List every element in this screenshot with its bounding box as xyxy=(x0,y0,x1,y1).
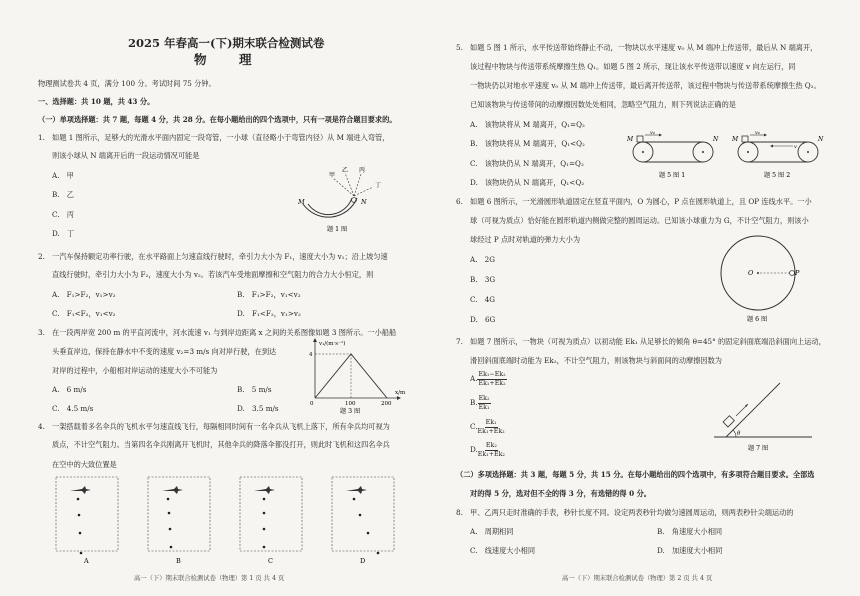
q3-x-tick-100: 100 xyxy=(345,401,356,407)
paratrooper-dot xyxy=(77,498,80,501)
part-1-heading: （一）单项选择题：共 7 题，每题 4 分，共 28 分。在每小题给出的四个选项中，只有一项是符合题目要求的。 xyxy=(38,115,397,124)
airplane-icon xyxy=(70,486,91,494)
q5-option-a: A. 该物块将从 M 端离开，Q₁=Q₂ xyxy=(470,120,585,129)
q1-stem-line1: 1. 如题 1 图所示，足够大的光滑水平面内固定一段弯管，一小球（直径略小于弯管内径）从 M 端进入弯管， xyxy=(38,133,390,142)
q3-figure-caption: 题 3 图 xyxy=(340,408,361,415)
q7-a-denominator: Ek₁+Ek₂ xyxy=(478,379,506,387)
exam-title: 2025 年春高一(下)期末联合检测试卷 xyxy=(128,36,325,50)
q7-label-theta: θ xyxy=(737,431,741,437)
airplane-icon xyxy=(162,486,183,494)
q6-option-a: A. 2G xyxy=(470,255,495,264)
paratrooper-dot xyxy=(170,546,173,549)
q3-option-c: C. 4.5 m/s xyxy=(52,404,94,413)
q6-stem-line1: 6. 如题 6 图所示，一光滑圆形轨道固定在竖直平面内，O 为圆心，P 点在圆形轨道上，且 OP 连线水平。一小 xyxy=(456,197,812,206)
q1-label-m: M xyxy=(298,198,305,206)
paratrooper-dot xyxy=(263,498,266,501)
q1-label-jia: 甲 xyxy=(329,172,336,179)
q8-stem: 8. 甲、乙两只走时准确的手表，秒针长度不同。设定两表秒针均做匀速圆周运动，则两表秒针尖端运动的 xyxy=(456,508,794,517)
q1-option-b: B. 乙 xyxy=(52,190,74,199)
q3-stem-line1: 3. 在一段两岸宽 200 m 的平直河流中，河水流速 v₁ 与到岸边距离 x 之间的关系图像如题 3 图所示。一小船船 xyxy=(38,328,397,337)
q2-option-d: D. F₁<F₂，v₁>v₂ xyxy=(237,309,301,318)
q6-label-o: O xyxy=(748,269,754,277)
airplane-icon xyxy=(346,486,367,494)
q2-option-a: A. F₁>F₂，v₁>v₂ xyxy=(52,290,116,299)
q4-option-box xyxy=(240,477,302,551)
q6-stem-line3: 球经过 P 点时对轨道的弹力大小为 xyxy=(470,235,581,244)
q7-option-a xyxy=(470,371,507,387)
q5-stem-line1: 5. 如题 5 图 1 所示，水平传送带始终静止不动，一物块以水平速度 v₀ 从 M 端冲上传送带，最后从 N 端离开， xyxy=(456,43,818,52)
q6-label-p: P xyxy=(795,269,800,277)
q7-b-denominator: Ek₁ xyxy=(478,403,490,411)
q1-stem-line2: 则该小球从 N 端离开后的一段运动情况可能是 xyxy=(52,151,200,160)
q7-figure-caption: 题 7 图 xyxy=(748,445,769,452)
q7-option-a-label: A. xyxy=(470,374,478,383)
q7-option-b xyxy=(470,395,491,411)
q8-option-d: D. 加速度大小相同 xyxy=(657,546,723,555)
q6-stem-line2: 球（可视为质点）恰好能在圆形轨道内侧做完整的圆周运动。已知该小球重力为 G，不计空气阻力，则该小 xyxy=(470,216,809,225)
q5-fig1-label-n: N xyxy=(713,136,719,143)
q3-stem-line2: 头垂直岸边，保持在静水中不变的速度 v₂=3 m/s 向对岸行驶，在到达 xyxy=(52,347,277,356)
q6-option-d: D. 6G xyxy=(470,315,496,324)
q5-fig1-caption: 题 5 图 1 xyxy=(659,172,686,179)
q7-c-numerator: Ek₁ xyxy=(485,419,497,426)
q7-option-b-fraction xyxy=(478,395,491,411)
paratrooper-dot xyxy=(359,514,362,517)
q4-options-figure xyxy=(52,477,412,567)
page-1-footer: 高一（下）期末联合检测试卷（物理）第 1 页 共 4 页 xyxy=(134,575,285,582)
airplane-icon xyxy=(254,486,275,494)
part-2-heading-line1: （二）多项选择题：共 3 题，每题 5 分，共 15 分。在每小题给出的四个选项中，有多项符合题目要求。全部选 xyxy=(456,470,815,479)
q3-x-axis-label: x/m xyxy=(395,390,406,396)
q5-option-b: B. 该物块将从 M 端离开，Q₁<Q₂ xyxy=(470,139,585,148)
q7-b-numerator: Ek₂ xyxy=(478,395,490,402)
paratrooper-dot xyxy=(263,512,266,515)
q5-fig1-label-m: M xyxy=(627,136,634,143)
q6-figure-caption: 题 6 图 xyxy=(747,316,768,323)
q1-label-n: N xyxy=(361,198,367,206)
q5-figures xyxy=(623,128,843,183)
q1-figure-caption: 题 1 图 xyxy=(327,226,348,233)
q3-option-a: A. 6 m/s xyxy=(52,385,87,394)
q5-fig2-caption: 题 5 图 2 xyxy=(764,172,791,179)
q2-stem-line2: 直线行驶时，牵引力大小为 F₂，速度大小为 v₂。若该汽车受地面摩擦和空气阻力的合力大小恒定，则 xyxy=(52,270,374,279)
q7-option-a-fraction xyxy=(477,371,506,387)
q5-stem-line3: 一物块仍以对地水平速度 v₀ 从 M 端冲上传送带，最后离开传送带，该过程中物块与传送带系统摩擦生热 Q₂。 xyxy=(470,81,821,90)
q4-option-label: B xyxy=(176,557,181,565)
q5-fig2-label-n: N xyxy=(818,136,824,143)
page-2 xyxy=(430,0,860,596)
q6-option-c: C. 4G xyxy=(470,295,496,304)
q2-option-b: B. F₁>F₂，v₁<v₂ xyxy=(237,290,301,299)
q4-option-box xyxy=(56,477,118,551)
paratrooper-dot xyxy=(263,528,266,531)
q5-fig2-label-m: M xyxy=(732,136,739,143)
q8-option-a: A. 周期相同 xyxy=(470,527,514,536)
paratrooper-dot xyxy=(80,552,83,555)
paratrooper-dot xyxy=(263,546,266,549)
paratrooper-dot xyxy=(78,514,81,517)
q4-option-box xyxy=(332,477,394,551)
q7-option-c-fraction xyxy=(478,419,505,435)
q5-option-d: D. 该物块仍从 N 端离开，Q₁<Q₂ xyxy=(470,178,585,187)
q5-option-c: C. 该物块仍从 N 端离开，Q₁=Q₂ xyxy=(470,159,584,168)
q2-option-c: C. F₁<F₂，v₁<v₂ xyxy=(52,309,116,318)
q5-stem-line4: 已知该物块与传送带间的动摩擦因数处处相同，忽略空气阻力，则下列说法正确的是 xyxy=(470,100,736,109)
q3-y-tick-4: 4 xyxy=(309,352,313,358)
q7-option-c-label: C. xyxy=(470,422,478,431)
q5-stem-line2: 该过程中物块与传送带系统摩擦生热 Q₁。如题 5 图 2 所示，现让该水平传送带以速度 v 向左运行，同 xyxy=(470,62,796,71)
q1-option-d: D. 丁 xyxy=(52,229,75,238)
paratrooper-dot xyxy=(79,532,82,535)
q7-option-c xyxy=(470,419,505,435)
section-1-heading: 一、选择题：共 10 题，共 43 分。 xyxy=(38,97,155,106)
q3-option-d: D. 3.5 m/s xyxy=(237,404,279,413)
q7-stem-line2: 滑回斜面底端时动能为 Ek₂，不计空气阻力，则该物块与斜面间的动摩擦因数为 xyxy=(470,356,722,365)
q1-label-bing: 丙 xyxy=(359,167,366,174)
q7-stem-line1: 7. 如题 7 图所示，一物块（可视为质点）以初动能 Ek₁ 从足够长的倾角 θ=45° 的固定斜面底端沿斜面向上运动， xyxy=(456,337,826,346)
q7-d-denominator: Ek₁+Ek₂ xyxy=(477,450,505,458)
q1-figure xyxy=(295,168,385,238)
q5-fig1-label-v0: v₀ xyxy=(650,130,655,136)
q7-option-d xyxy=(470,442,505,458)
paratrooper-dot xyxy=(168,512,171,515)
q1-option-c: C. 丙 xyxy=(52,210,74,219)
q4-option-label: D xyxy=(360,557,366,565)
q5-fig2-label-v: v xyxy=(794,144,797,150)
q7-a-numerator: Ek₁−Ek₂ xyxy=(478,371,506,378)
q8-option-c: C. 线速度大小相同 xyxy=(470,546,536,555)
q3-x-tick-200: 200 xyxy=(381,401,392,407)
paratrooper-dot xyxy=(367,532,370,535)
q2-stem-line1: 2. 一汽车保持额定功率行驶，在水平路面上匀速直线行驶时，牵引力大小为 F₁，速度大小为 v₁；沿上坡匀速 xyxy=(38,252,388,261)
q4-option-box xyxy=(148,477,210,551)
q8-option-b: B. 角速度大小相同 xyxy=(657,527,723,536)
q7-d-numerator: Ek₂ xyxy=(485,442,497,449)
q4-stem-line3: 在空中的大致位置是 xyxy=(52,460,117,469)
q3-figure xyxy=(305,336,405,416)
paratrooper-dot xyxy=(353,498,356,501)
q1-label-ding: 丁 xyxy=(375,182,382,189)
q5-fig2-label-v0: v₀ xyxy=(755,130,760,136)
q3-option-b: B. 5 m/s xyxy=(237,385,272,394)
q3-stem-line3: 对岸的过程中，小船相对岸运动的速度大小不可能为 xyxy=(52,366,218,375)
q6-figure xyxy=(718,235,808,325)
paratrooper-dot xyxy=(167,498,170,501)
q1-option-a: A. 甲 xyxy=(52,171,74,180)
q3-y-axis-label: v₁/(m·s⁻¹) xyxy=(319,341,346,347)
subject-title: 物 理 xyxy=(194,52,262,67)
q1-label-yi: 乙 xyxy=(342,167,349,174)
q7-option-d-fraction xyxy=(478,442,505,458)
q7-c-denominator: Ek₁+Ek₂ xyxy=(477,427,505,435)
q7-option-b-label: B. xyxy=(470,398,478,407)
paratrooper-dot xyxy=(169,528,172,531)
q4-stem-line1: 4. 一架搭载着多名伞兵的飞机水平匀速直线飞行，每隔相同时间有一名伞兵从飞机上落下，所有伞兵均可视为 xyxy=(38,422,390,431)
q7-figure xyxy=(708,380,818,455)
q4-option-label: A xyxy=(84,557,89,565)
paratrooper-dot xyxy=(377,552,380,555)
q7-option-d-label: D. xyxy=(470,445,478,454)
page-2-footer: 高一（下）期末联合检测试卷（物理）第 2 页 共 4 页 xyxy=(562,575,713,582)
part-2-heading-line2: 对的得 5 分，选对但不全的得 3 分，有选错的得 0 分。 xyxy=(470,489,651,498)
q4-option-label: C xyxy=(268,557,273,565)
exam-intro: 物理测试卷共 4 页，满分 100 分。考试时间 75 分钟。 xyxy=(38,79,216,88)
q6-option-b: B. 3G xyxy=(470,275,496,284)
q4-stem-line2: 质点，不计空气阻力。当第四名伞兵刚离开飞机时，其他伞兵的降落伞都没打开，则此时飞机和这四名伞兵 xyxy=(52,440,390,449)
q3-x-tick-0: 0 xyxy=(310,401,314,407)
